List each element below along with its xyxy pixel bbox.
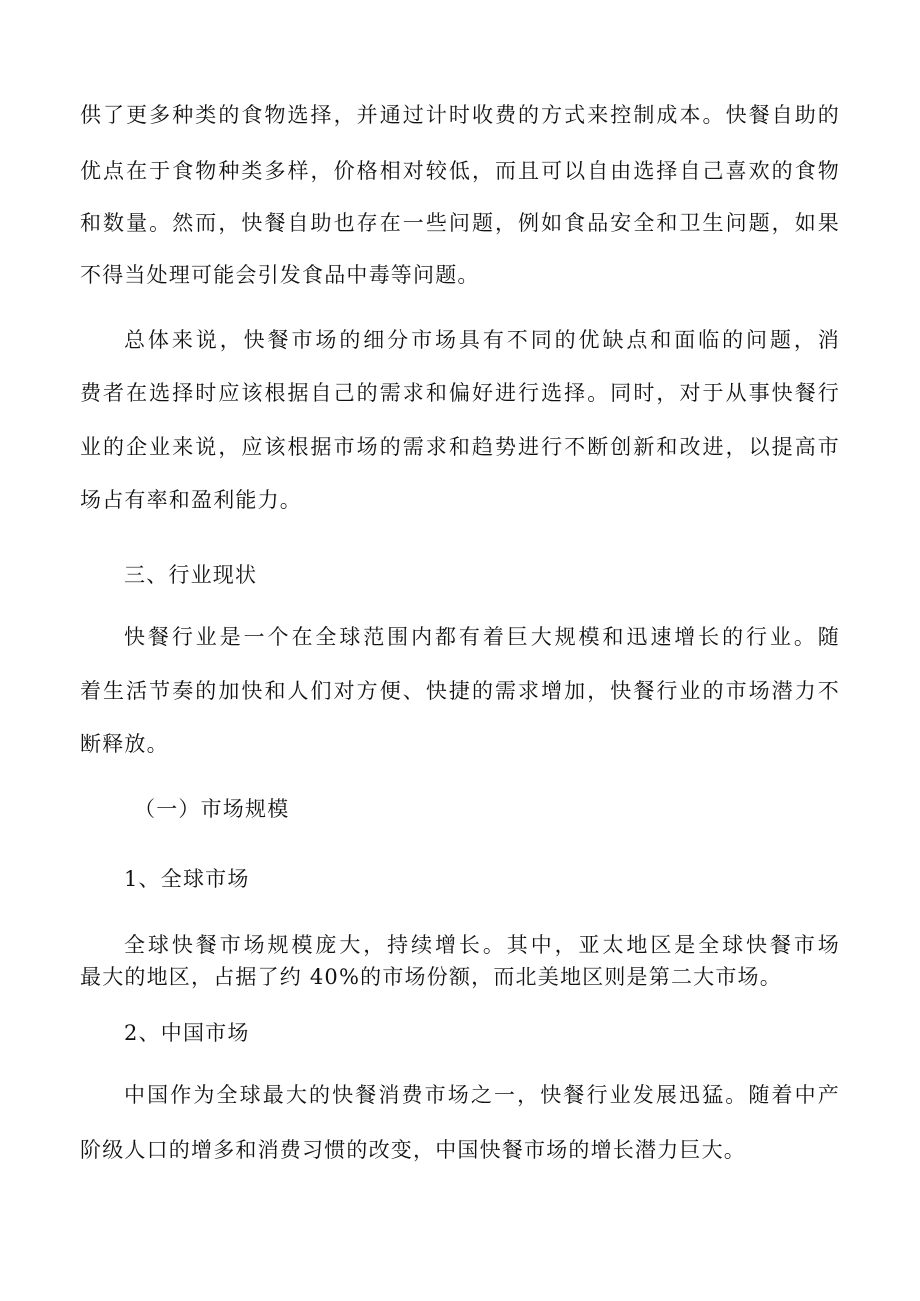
paragraph-line: 最大的地区，占据了约 40%的市场份额，而北美地区则是第二大市场。	[80, 965, 782, 989]
paragraph-line: 中国作为全球最大的快餐消费市场之一，快餐行业发展迅猛。随着中产	[124, 1083, 840, 1107]
paragraph-line: 着生活节奏的加快和人们对方便、快捷的需求增加，快餐行业的市场潜力不	[80, 679, 840, 703]
paragraph-line: 阶级人口的增多和消费习惯的改变，中国快餐市场的增长潜力巨大。	[80, 1138, 746, 1162]
section-heading: 三、行业现状	[124, 563, 258, 587]
paragraph-line: 优点在于食物种类多样，价格相对较低，而且可以自由选择自己喜欢的食物	[80, 159, 840, 183]
paragraph-line: 场占有率和盈利能力。	[80, 488, 302, 512]
paragraph-line: 总体来说，快餐市场的细分市场具有不同的优缺点和面临的问题，消	[124, 328, 840, 352]
paragraph-line: 业的企业来说，应该根据市场的需求和趋势进行不断创新和改进，以提高市	[80, 435, 840, 459]
paragraph-line: 快餐行业是一个在全球范围内都有着巨大规模和迅速增长的行业。随	[124, 625, 840, 649]
paragraph-line: 费者在选择时应该根据自己的需求和偏好进行选择。同时，对于从事快餐行	[80, 381, 840, 405]
paragraph-line: 和数量。然而，快餐自助也存在一些问题，例如食品安全和卫生问题，如果	[80, 211, 840, 235]
paragraph-line: 断释放。	[80, 732, 169, 756]
paragraph-line: 不得当处理可能会引发食品中毒等问题。	[80, 263, 480, 287]
paragraph-line: 供了更多种类的食物选择，并通过计时收费的方式来控制成本。快餐自助的	[80, 103, 840, 127]
subsection-heading: （一）市场规模	[134, 797, 290, 821]
item-heading: 2、中国市场	[124, 1021, 250, 1045]
item-heading: 1、全球市场	[124, 867, 250, 891]
paragraph-line: 全球快餐市场规模庞大，持续增长。其中，亚太地区是全球快餐市场	[124, 933, 840, 957]
